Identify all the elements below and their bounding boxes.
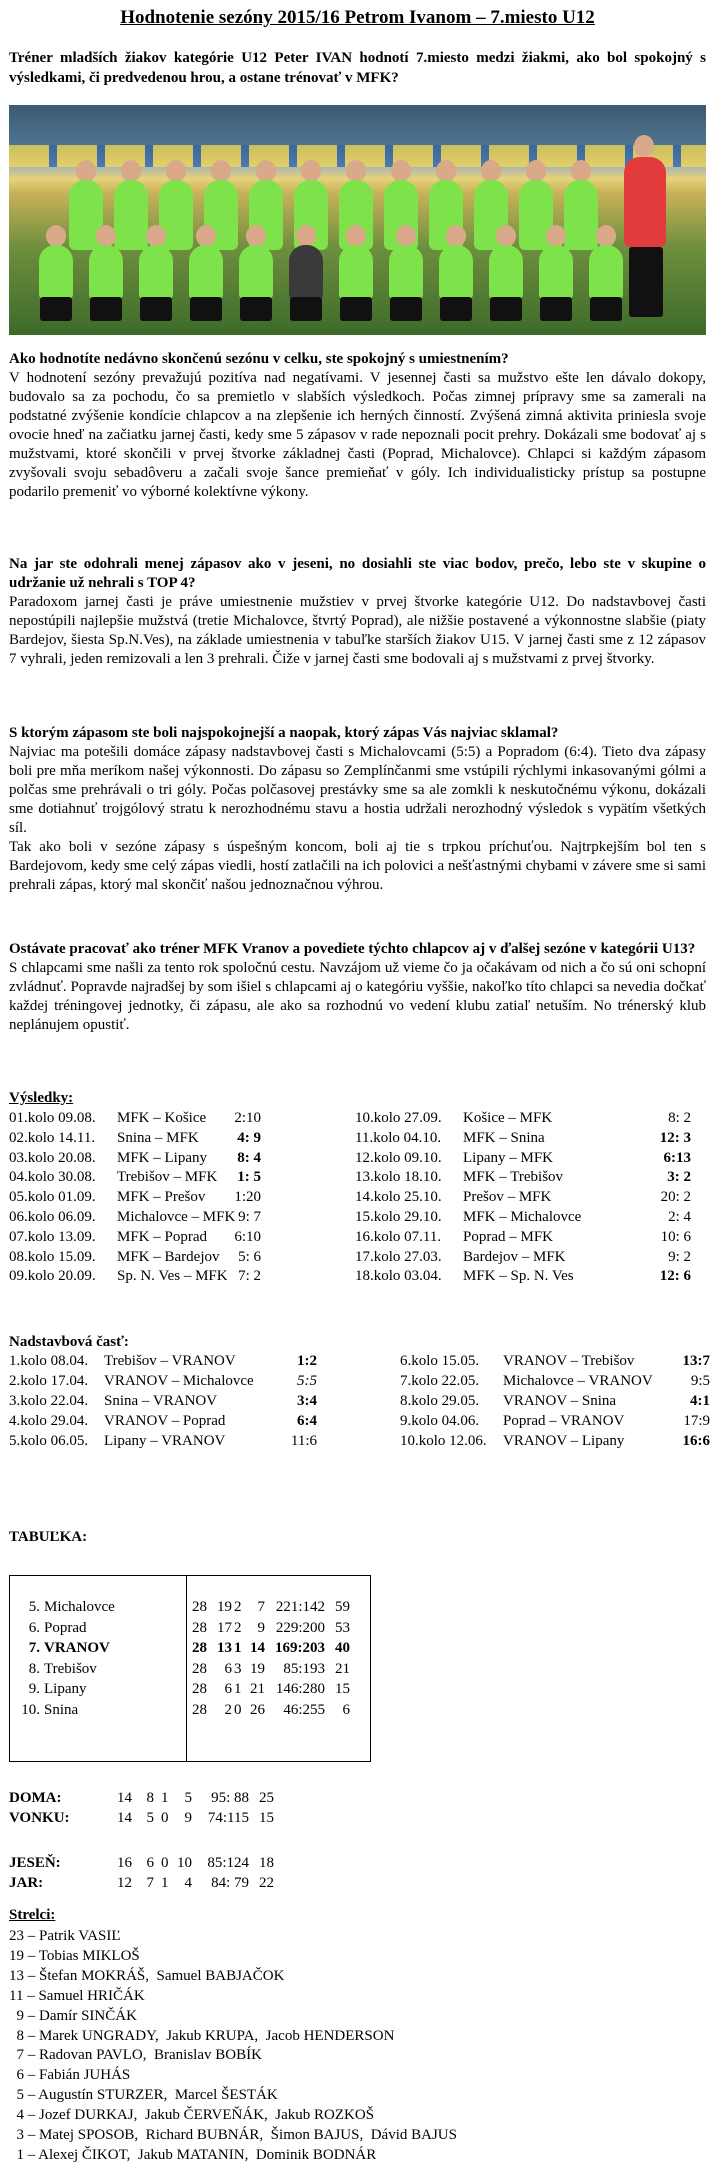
player-shirt [289,245,323,300]
extra-score: 1:2 [297,1353,317,1369]
scorer-item: 23 – Patrik VASIĽ [9,1928,121,1944]
result-round: 12.kolo 09.10. [355,1149,442,1166]
table-draws: 3 [234,1660,242,1677]
extra-score: 4:1 [690,1393,710,1409]
extra-match: VRANOV – Michalovce [104,1373,254,1389]
extra-match: Michalovce – VRANOV [503,1373,653,1389]
player-shorts [140,297,172,321]
result-row [9,1188,349,1208]
extra-round: 2.kolo 17.04. [9,1373,89,1389]
table-team: Trebišov [44,1660,97,1677]
player-shirt [564,180,598,250]
result-score: 10: 6 [660,1228,691,1245]
stat-label: DOMA: [9,1790,62,1806]
coach-pants [629,247,663,317]
result-row [355,1248,695,1268]
result-match: MFK – Trebišov [463,1169,564,1186]
player-shorts [540,297,572,321]
table-points: 15 [335,1681,350,1697]
answer-3: Najviac ma potešili domáce zápasy nadstavbovej časti s Michalovcami (5:5) a Popradom (6:4). Tieto dva zápasy boli pre mňa meríkom našej výkonnosti. Do zápasu so Zemplínčanmi sme vstúpili rýchlymi inkasovanými gólmi a polčas sme prehrávali o tri góly. Počas polčasovej prestávky sme sa ale zomkli k neskutočnému výkonu, dokázali sme dotiahnuť trojgólový stratu k nerozhodnému stavu a hostia udržali nerozhodný výsledok s vypätím všetkých síl. [9,744,706,836]
extra-round: 7.kolo 22.05. [400,1373,480,1389]
table-draws: 2 [234,1599,242,1615]
player-head [571,160,591,182]
player-shorts [40,297,72,321]
extra-round: 3.kolo 22.04. [9,1393,89,1409]
result-round: 11.kolo 04.10. [355,1129,442,1146]
result-score: 7: 2 [238,1268,261,1285]
player-head [296,225,316,247]
table-wins: 6 [224,1681,232,1697]
table-goals: 229:200 [275,1619,325,1636]
result-row [9,1208,349,1228]
table-played: 28 [192,1619,207,1636]
result-score: 8: 2 [668,1110,691,1126]
player-shirt [189,245,223,300]
article-lead: Tréner mladších žiakov kategórie U12 Peter IVAN hodnotí 7.miesto medzi žiakmi, ako bol spokojný s výsledkami, či predvedenou hrou, a ostane trénovať v MFK? [9,50,706,86]
extra-round: 8.kolo 29.05. [400,1393,480,1409]
result-row [355,1109,695,1129]
table-points: 53 [335,1619,350,1636]
stat-wins: 5 [146,1810,154,1826]
result-round: 17.kolo 27.03. [355,1248,442,1265]
result-score: 6:13 [663,1149,691,1166]
stat-points: 25 [259,1790,274,1806]
result-match: Košice – MFK [463,1110,553,1126]
extra-score: 17:9 [683,1413,710,1429]
result-score: 9: 2 [668,1248,691,1265]
table-wins: 13 [217,1640,232,1656]
table-pos: 7. [28,1640,40,1656]
table-points: 59 [335,1599,350,1615]
qa-block-3 [9,724,706,895]
extra-match: VRANOV – Lipany [503,1433,625,1449]
result-round: 09.kolo 20.09. [9,1268,96,1285]
player-shorts [390,297,422,321]
table-losses: 14 [250,1640,265,1656]
extra-row [9,1372,317,1392]
answer-4: S chlapcami sme našli za tento rok spoločnú cestu. Navzájom už vieme čo ja očakávam od nich a čo sú oni schopní zvládnuť. Popravde najradšej by som išiel s chlapcami aj o kategóriu vyššie, nakoľko títo chlapci sa nevedia dočkať každej tréningovej jednotky, či zápasu, ale ako sa rozhodnú vo vedení klubu zatiaľ netuším. No trénerský klub neplánujem opustiť. [9,960,706,1033]
table-points: 21 [335,1660,350,1677]
table-draws: 2 [234,1619,242,1636]
result-row [9,1267,349,1287]
scorers-label: Strelci: [9,1907,56,1923]
stat-row [9,1789,349,1809]
player-head [146,225,166,247]
player-head [596,225,616,247]
player-head [496,225,516,247]
extra-row [400,1352,710,1372]
extra-match: VRANOV – Trebišov [503,1353,635,1369]
extra-match: VRANOV – Snina [503,1393,617,1409]
player-shorts [590,297,622,321]
player-head [46,225,66,247]
result-row [355,1188,695,1208]
extra-round: 9.kolo 04.06. [400,1413,480,1429]
table-pos: 9. [28,1681,40,1697]
result-match: MFK – Lipany [117,1149,207,1166]
question-3: S ktorým zápasom ste boli najspokojnejší a naopak, ktorý zápas Vás najviac sklamal? [9,725,559,741]
stat-draws: 1 [161,1875,169,1891]
result-row [355,1267,695,1287]
stat-points: 22 [259,1875,274,1891]
table-pos: 5. [28,1599,40,1615]
table-played: 28 [192,1660,207,1677]
player-shirt [339,245,373,300]
extra-match: Lipany – VRANOV [104,1433,226,1449]
extra-score: 16:6 [682,1433,710,1449]
table-losses: 19 [250,1660,265,1677]
result-round: 04.kolo 30.08. [9,1169,96,1186]
result-score: 1:20 [234,1189,261,1206]
result-match: Prešov – MFK [463,1189,552,1206]
player-head [346,225,366,247]
player-shirt [39,245,73,300]
result-match: MFK – Prešov [117,1189,206,1206]
result-score: 20: 2 [660,1189,691,1206]
table-losses: 9 [257,1619,265,1636]
stat-label: VONKU: [9,1810,70,1826]
player-shirt [589,245,623,300]
extra-match: VRANOV – Poprad [104,1413,226,1429]
table-goals: 169:203 [275,1640,325,1656]
table-team: VRANOV [44,1640,110,1656]
extra-round: 5.kolo 06.05. [9,1433,89,1449]
stat-row [9,1809,349,1829]
table-wins: 19 [217,1599,232,1615]
result-match: Sp. N. Ves – MFK [117,1268,228,1285]
table-pos: 10. [21,1701,40,1718]
result-round: 13.kolo 18.10. [355,1169,442,1186]
result-match: MFK – Košice [117,1110,207,1126]
player-shirt [114,180,148,250]
player-head [346,160,366,182]
extra-match: Poprad – VRANOV [503,1413,625,1429]
result-match: Lipany – MFK [463,1149,553,1166]
player-shorts [190,297,222,321]
extra-row [9,1412,317,1432]
result-score: 9: 7 [238,1209,261,1225]
result-round: 18.kolo 03.04. [355,1268,442,1285]
result-row [9,1228,349,1248]
table-played: 28 [192,1681,207,1697]
stat-played: 14 [117,1790,132,1806]
table-pos: 8. [28,1660,40,1677]
table-row [10,1680,370,1700]
stat-points: 18 [259,1855,274,1871]
extra-round: 4.kolo 29.04. [9,1413,89,1429]
extra-row [9,1432,317,1452]
player-shirt [239,245,273,300]
table-row [10,1598,370,1618]
stat-draws: 0 [161,1810,169,1826]
table-goals: 46:255 [283,1701,325,1718]
scorer-item: 5 – Augustín STURZER, Marcel ŠESTÁK [9,2087,278,2104]
extra-row [9,1352,317,1372]
player-head [446,225,466,247]
extra-round: 1.kolo 08.04. [9,1353,89,1369]
result-match: Snina – MFK [117,1129,199,1146]
stat-losses: 4 [184,1875,192,1891]
scorer-item: 6 – Fabián JUHÁS [9,2067,131,2084]
extra-row [400,1412,710,1432]
stat-points: 15 [259,1810,274,1826]
extra-score: 6:4 [297,1413,317,1429]
extra-row [400,1372,710,1392]
table-wins: 2 [224,1701,232,1718]
result-match: MFK – Snina [463,1129,545,1146]
stat-label: JAR: [9,1875,44,1891]
scorer-item: 1 – Alexej ČIKOT, Jakub MATANIN, Dominik BODNÁR [9,2146,377,2163]
coach-head [634,135,654,157]
extra-match: Snina – VRANOV [104,1393,218,1409]
extra-label: Nadstavbová časť: [9,1334,129,1350]
result-score: 6:10 [234,1228,261,1245]
table-losses: 26 [250,1701,265,1718]
stat-goals: 74:115 [207,1810,249,1826]
result-round: 03.kolo 20.08. [9,1149,96,1166]
extra-score: 9:5 [690,1373,710,1389]
scorer-item: 19 – Tobias MIKLOŠ [9,1947,140,1964]
player-shorts [90,297,122,321]
player-head [526,160,546,182]
result-score: 3: 2 [667,1169,691,1186]
result-round: 07.kolo 13.09. [9,1228,96,1245]
player-shorts [340,297,372,321]
result-round: 15.kolo 29.10. [355,1209,442,1225]
stat-played: 16 [117,1855,132,1871]
result-match: MFK – Bardejov [117,1248,220,1265]
result-score: 12: 6 [659,1268,691,1285]
scorer-item: 11 – Samuel HRIČÁK [9,1987,145,2004]
answer-3-continued: Tak ako boli v sezóne zápasy s úspešným koncom, boli aj tie s trpkou príchuťou. Najtrpkejším bol ten s Bardejovom, kedy sme celý zápas viedli, hostí zatlačili na ich polovici a nešťastnými chybami v závere sme si sami prehrali zápas, ktorý mal skončiť našou jednoznačnou výhrou. [9,839,706,893]
player-head [391,160,411,182]
result-row [9,1129,349,1149]
result-match: Poprad – MFK [463,1228,554,1245]
result-row [9,1248,349,1268]
result-match: MFK – Poprad [117,1228,208,1245]
answer-1: V hodnotení sezóny prevažujú pozitíva nad negatívami. V jesennej časti sa mužstvo ešte len dávalo dokopy, budovalo sa za pochodu, čo sa premietlo v slabších výsledkoch. Počas zimnej prípravy sme sa zamerali na podstatné zvýšenie kondície chlapcov a na zlepšenie ich herných činností. Zvýšená zimná aktivita priniesla svoje ovocie hneď na začiatku jarnej časti, kedy sme 5 zápasov v rade nepoznali pocit prehry. Dokázali sme bodovať aj s mužstvami, ktoré skončili v prvej štvorke základnej časti (Poprad, Michalovce). Chlapci si každým zápasom zvyšovali svoju sebadôveru a začali svoje šance premieňať v góly. Ich individualisticky prístup sa postupne podarilo premeniť vo výborné kolektívne výkony. [9,370,706,500]
stat-draws: 0 [161,1855,169,1871]
table-points: 40 [335,1640,350,1656]
scorer-item: 8 – Marek UNGRADY, Jakub KRUPA, Jacob HENDERSON [9,2027,395,2044]
table-played: 28 [192,1599,207,1615]
extra-score: 5:5 [297,1373,317,1389]
player-head [196,225,216,247]
result-round: 08.kolo 15.09. [9,1248,96,1265]
extra-score: 13:7 [682,1353,710,1369]
result-match: MFK – Sp. N. Ves [463,1268,574,1285]
stat-losses: 10 [177,1855,192,1871]
stat-played: 12 [117,1875,132,1891]
table-goals: 85:193 [283,1660,325,1677]
stat-row [9,1874,349,1894]
player-head [546,225,566,247]
result-score: 5: 6 [238,1248,261,1265]
player-head [436,160,456,182]
player-head [256,160,276,182]
player-shirt [489,245,523,300]
result-match: Michalovce – MFK [117,1209,236,1225]
result-round: 01.kolo 09.08. [9,1110,96,1126]
player-head [121,160,141,182]
table-played: 28 [192,1640,207,1656]
stat-wins: 8 [146,1790,154,1806]
player-head [481,160,501,182]
player-shorts [240,297,272,321]
stat-goals: 84: 79 [211,1875,249,1891]
table-played: 28 [192,1701,207,1718]
result-round: 06.kolo 06.09. [9,1209,96,1225]
result-row [9,1168,349,1188]
player-shirt [89,245,123,300]
extra-round: 10.kolo 12.06. [400,1433,487,1449]
result-score: 1: 5 [237,1169,261,1186]
table-draws: 1 [234,1681,242,1697]
table-losses: 7 [257,1599,265,1615]
result-round: 16.kolo 07.11. [355,1228,442,1245]
stat-losses: 5 [184,1790,192,1806]
table-row [10,1660,370,1680]
result-row [9,1149,349,1169]
extra-row [400,1432,710,1452]
table-wins: 17 [217,1619,232,1636]
player-shorts [290,297,322,321]
player-head [76,160,96,182]
result-round: 10.kolo 27.09. [355,1110,442,1126]
table-points: 6 [342,1701,350,1718]
article-title: Hodnotenie sezóny 2015/16 Petrom Ivanom – 7.miesto U12 [120,7,595,28]
scorer-item: 3 – Matej SPOSOB, Richard BUBNÁR, Šimon BAJUS, Dávid BAJUS [9,2127,457,2143]
result-score: 8: 4 [237,1149,261,1166]
table-goals: 221:142 [275,1599,325,1615]
coach-shirt [624,157,666,247]
player-shirt [139,245,173,300]
results-label: Výsledky: [9,1090,74,1106]
stat-label: JESEŇ: [9,1855,61,1871]
table-label: TABUĽKA: [9,1529,88,1545]
scorer-item: 7 – Radovan PAVLO, Branislav BOBÍK [9,2047,262,2064]
result-score: 2:10 [234,1110,261,1126]
player-shorts [490,297,522,321]
result-row [355,1228,695,1248]
table-goals: 146:280 [275,1681,325,1697]
table-row [10,1639,370,1659]
stat-played: 14 [117,1810,132,1826]
extra-score: 3:4 [297,1393,317,1409]
scorer-item: 13 – Štefan MOKRÁŠ, Samuel BABJAČOK [9,1967,285,1984]
result-row [355,1149,695,1169]
stat-wins: 6 [146,1855,154,1871]
player-shirt [389,245,423,300]
result-match: MFK – Michalovce [463,1209,582,1225]
stat-losses: 9 [184,1810,192,1826]
extra-row [9,1392,317,1412]
stat-wins: 7 [146,1875,154,1891]
table-team: Snina [44,1701,79,1718]
table-row [10,1619,370,1639]
player-shirt [539,245,573,300]
extra-round: 6.kolo 15.05. [400,1353,480,1369]
result-score: 12: 3 [659,1129,691,1146]
player-head [211,160,231,182]
qa-block-4 [9,940,706,1035]
player-shirt [439,245,473,300]
question-1: Ako hodnotíte nedávno skončenú sezónu v celku, ste spokojný s umiestnením? [9,351,509,367]
player-head [301,160,321,182]
player-head [246,225,266,247]
result-match: Bardejov – MFK [463,1248,566,1265]
result-round: 14.kolo 25.10. [355,1189,442,1206]
extra-match: Trebišov – VRANOV [104,1353,236,1369]
stat-goals: 95: 88 [211,1790,249,1806]
league-table [9,1575,371,1762]
extra-score: 11:6 [290,1433,317,1449]
player-head [96,225,116,247]
table-wins: 6 [224,1660,232,1677]
result-row [355,1129,695,1149]
table-team: Lipany [44,1681,87,1697]
stat-row [9,1854,349,1874]
extra-row [400,1392,710,1412]
player-head [396,225,416,247]
table-pos: 6. [28,1619,40,1636]
result-score: 4: 9 [237,1129,261,1146]
stat-draws: 1 [161,1790,169,1806]
table-team: Michalovce [44,1599,115,1615]
result-row [9,1109,349,1129]
question-2: Na jar ste odohrali menej zápasov ako v jeseni, no dosiahli ste viac bodov, prečo, lebo ste v skupine o udržanie už nehrali s TOP 4? [9,556,706,591]
table-team: Poprad [44,1619,87,1636]
question-4: Ostávate pracovať ako tréner MFK Vranov a povediete týchto chlapcov aj v ďalšej sezóne v kategórii U13? [9,941,696,957]
result-match: Trebišov – MFK [117,1169,218,1186]
table-draws: 1 [234,1640,242,1656]
result-row [355,1168,695,1188]
result-round: 02.kolo 14.11. [9,1129,96,1146]
qa-block-1 [9,350,706,502]
scorer-item: 9 – Damír SINČÁK [9,2007,137,2024]
table-row [10,1701,370,1721]
result-score: 2: 4 [668,1209,691,1225]
player-shorts [440,297,472,321]
stat-goals: 85:124 [207,1855,249,1871]
scorer-item: 4 – Jozef DURKAJ, Jakub ČERVEŇÁK, Jakub ROZKOŠ [9,2107,375,2124]
qa-block-2 [9,555,706,669]
team-photo [9,105,706,335]
table-losses: 21 [250,1681,265,1697]
table-draws: 0 [234,1701,242,1718]
player-head [166,160,186,182]
result-row [355,1208,695,1228]
result-round: 05.kolo 01.09. [9,1189,96,1206]
answer-2: Paradoxom jarnej časti je práve umiestnenie mužstiev v prvej štvorke kategórie U12. Do nadstavbovej časti nepostúpili najlepšie mužstvá (tretie Michalovce, štvrtý Poprad), ale nižšie postavené a výkonnostne slabšie (piaty Bardejov, šiesta Sp.N.Ves), na základe umiestnenia v tabuľke starších žiakov U15. V jarnej časti sme z 12 zápasov 7 vyhrali, jeden remizovali a len 3 prehrali. Čiže v jarnej časti sme bodovali aj s mužstvami z prvej štvorky. [9,594,706,667]
